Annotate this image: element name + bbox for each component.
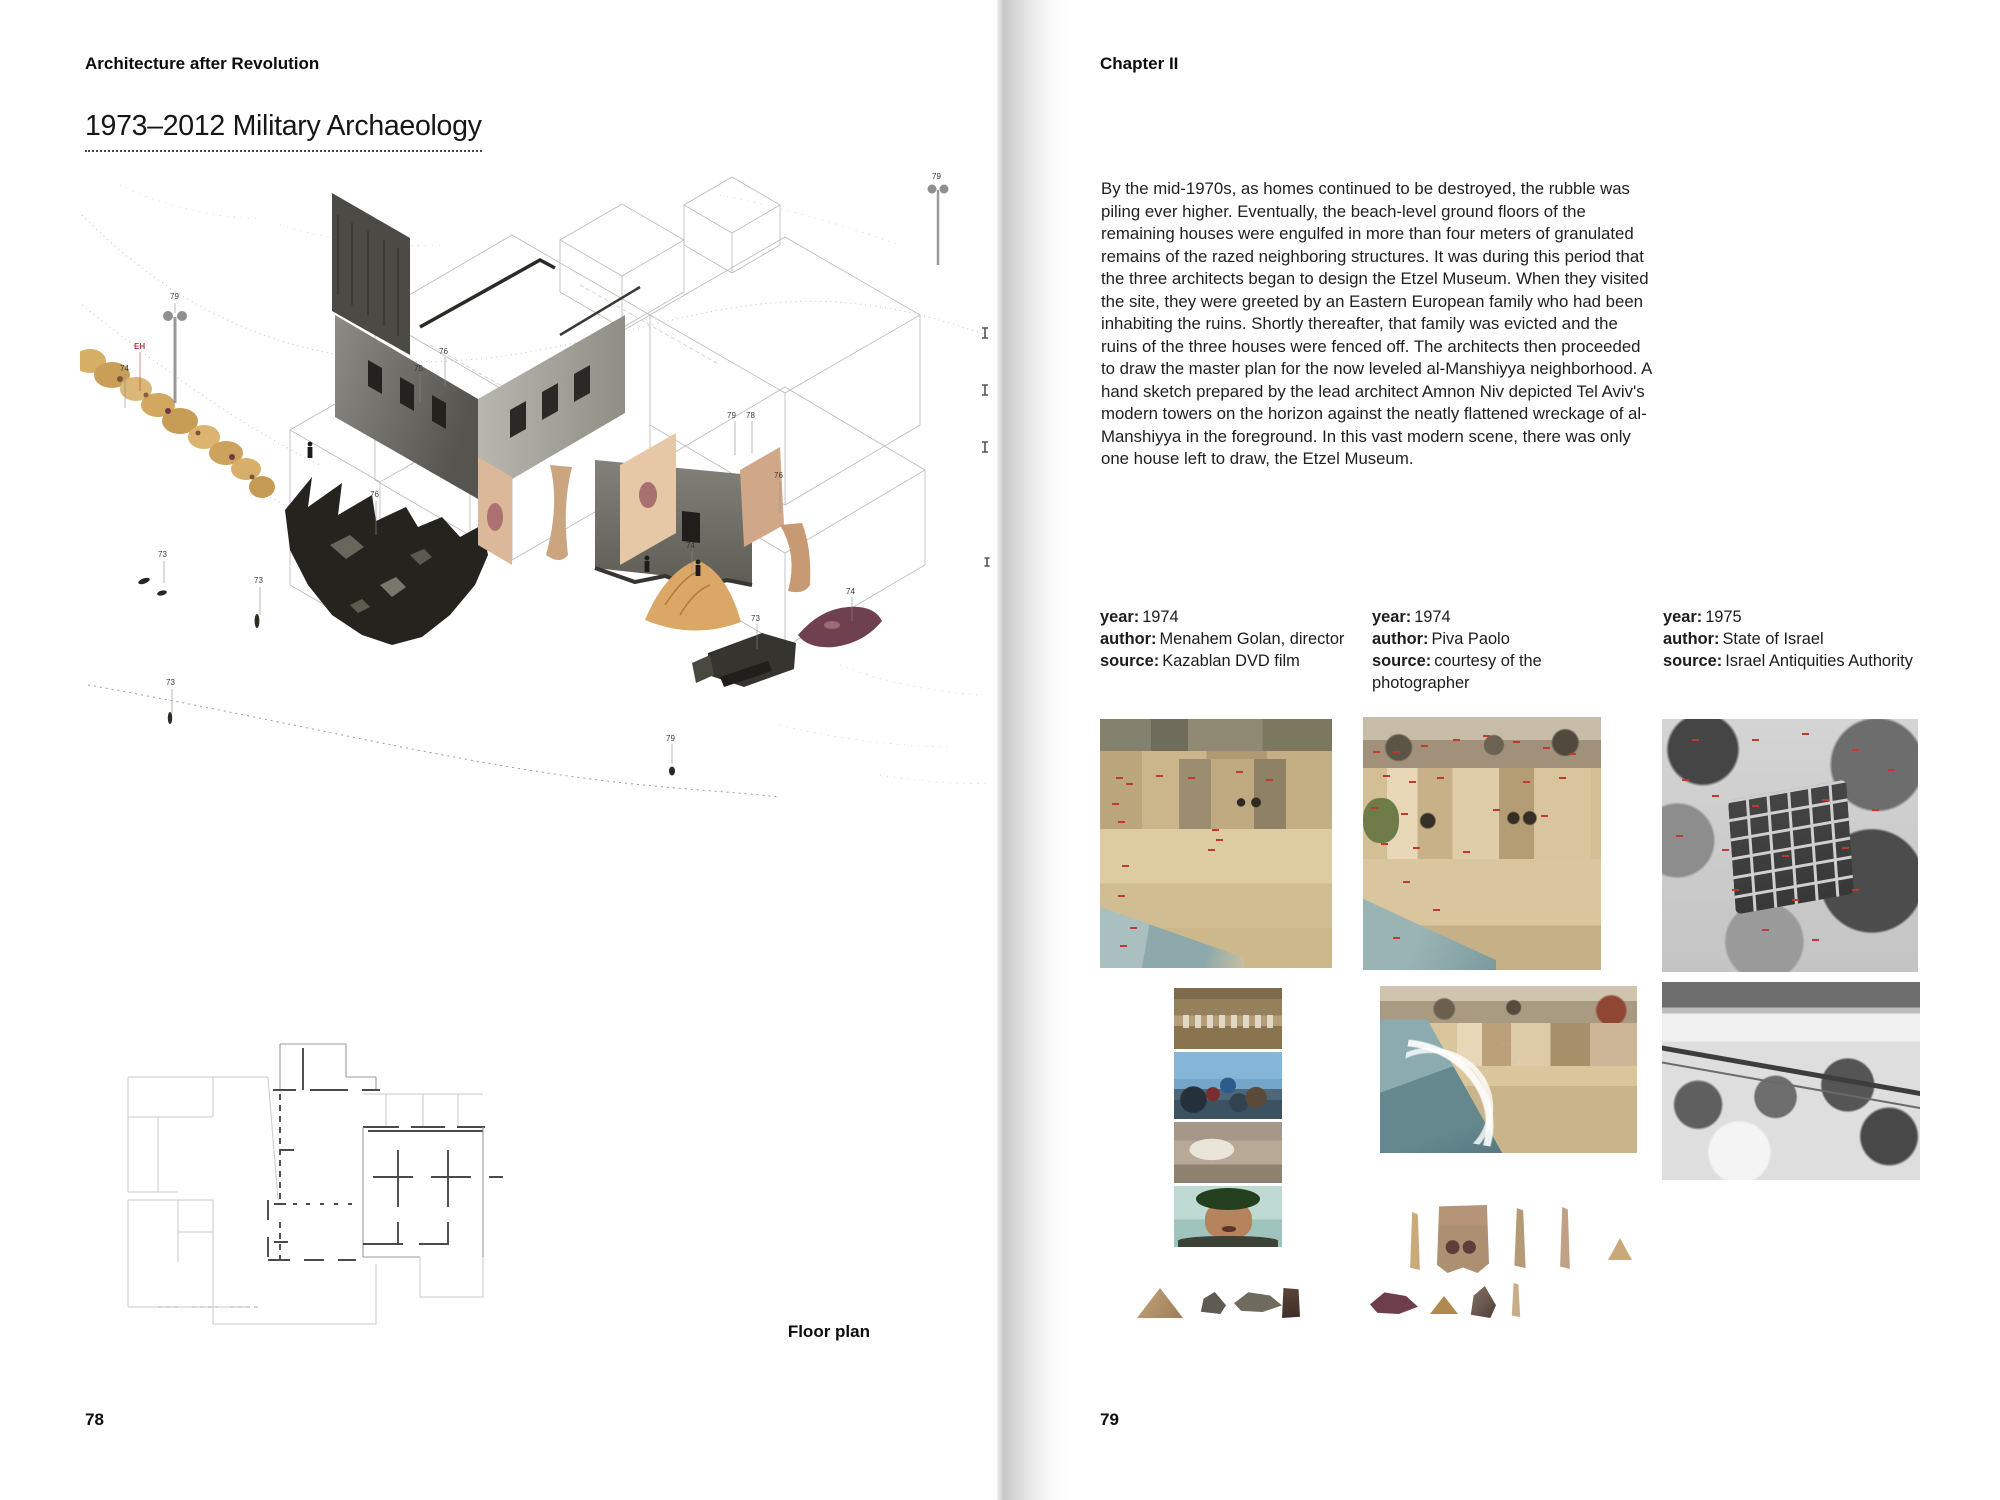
light-pole-right xyxy=(928,185,949,266)
ruin-fragment-maroon xyxy=(1370,1290,1418,1314)
film-still-man-closeup xyxy=(1174,1186,1282,1247)
ruin-fragment xyxy=(1608,1238,1632,1260)
red-annotation-marks xyxy=(1116,777,1123,779)
ruin-fragment xyxy=(1408,1212,1422,1270)
axon-label: 76 xyxy=(774,471,783,480)
film-still-ruins xyxy=(1174,988,1282,1049)
floor-plan-caption: Floor plan xyxy=(787,1322,870,1341)
axon-label: 79 xyxy=(727,411,736,420)
credit-column-1 xyxy=(1100,606,1352,672)
axon-label: 73 xyxy=(751,614,760,623)
credit-author: author: Piva Paolo xyxy=(1372,630,1510,648)
film-still-crowd xyxy=(1174,1052,1282,1119)
axon-label: 73 xyxy=(166,678,175,687)
axon-label: 79 xyxy=(666,734,675,743)
credit-year: year: 1974 xyxy=(1100,608,1179,626)
axon-label: 74 xyxy=(846,587,855,596)
photo-beach-shoreline xyxy=(1380,986,1637,1153)
ruin-fragment xyxy=(1468,1286,1496,1318)
credit-source: source: Kazablan DVD film xyxy=(1100,652,1300,670)
ruin-fragment-mound xyxy=(1137,1288,1183,1318)
photo-beach-ruins-annotated-2 xyxy=(1363,717,1601,970)
page-title: 1973–2012 Military Archaeology xyxy=(85,110,482,152)
ruin-fragment xyxy=(1510,1283,1522,1317)
ruin-fragment-rock xyxy=(1198,1292,1226,1314)
axon-label: 75 xyxy=(414,364,423,373)
ruin-fragment xyxy=(1430,1296,1458,1314)
photo-aerial-bw-annotated xyxy=(1662,719,1918,972)
axon-label: 74 xyxy=(120,364,129,373)
ruin-fragment-house xyxy=(1437,1205,1489,1273)
body-paragraph: By the mid-1970s, as homes continued to be destroyed, the rubble was piling ever higher. Eventually, the beach-level ground floors of the remaining houses were engulfed in more than four meters of granulated remains of the razed neighboring structures. It was during this period that the three architects began to design the Etzel Museum. When they visited the site, they were greeted by an Eastern European family who had been inhabiting the ruins. Shortly thereafter, that family was evicted and the ruins of the three houses were fenced off. The architects then proceeded to draw the master plan for the now leveled al-Manshiyya neighborhood. A hand sketch prepared by the lead architect Amnon Niv depicted Tel Aviv's modern towers on the horizon against the neatly flattened wreckage of al-Manshiyya in the foreground. In this vast modern scene, there was only one house left to draw, the Etzel Museum. xyxy=(1101,179,1652,468)
edge-tick-marks xyxy=(982,328,990,566)
axon-label: 73 xyxy=(158,550,167,559)
ruin-fragment xyxy=(1558,1207,1572,1269)
rubble-chain xyxy=(80,349,275,498)
red-annotation-marks xyxy=(1373,751,1380,753)
axon-label: 76 xyxy=(370,490,379,499)
axon-label: 79 xyxy=(932,172,941,181)
photo-beach-ruins-annotated-1 xyxy=(1100,719,1332,968)
photo-aerial-bw-road xyxy=(1662,982,1920,1180)
credit-author: author: Menahem Golan, director xyxy=(1100,630,1345,648)
axon-label-eh: EH xyxy=(134,342,146,351)
red-annotation-marks xyxy=(1692,739,1699,741)
film-still-rocky-terrain xyxy=(1174,1122,1282,1183)
credit-year: year: 1974 xyxy=(1372,608,1451,626)
axon-label: 79 xyxy=(170,292,179,301)
running-head-left: Architecture after Revolution xyxy=(85,54,320,73)
axon-label: 78 xyxy=(746,411,755,420)
credit-author: author: State of Israel xyxy=(1663,630,1824,648)
ruin-fragment xyxy=(1512,1208,1528,1268)
page-number-left: 78 xyxy=(85,1410,104,1429)
axon-label: 76 xyxy=(439,347,448,356)
axon-label: 74 xyxy=(686,541,695,550)
running-head-right: Chapter II xyxy=(1100,54,1179,73)
floor-plan-drawing xyxy=(118,1032,503,1337)
ruin-fragment-rock xyxy=(1234,1290,1282,1312)
ruin-fragment xyxy=(1282,1288,1300,1318)
credit-source: source: courtesy of the photographer xyxy=(1372,652,1542,692)
credit-column-2 xyxy=(1372,606,1624,694)
page-number-right: 79 xyxy=(1100,1410,1119,1429)
credit-source: source: Israel Antiquities Authority xyxy=(1663,652,1913,670)
axon-label: 73 xyxy=(254,576,263,585)
light-pole-left xyxy=(163,303,187,403)
credit-column-3 xyxy=(1663,606,1915,672)
axonometric-illustration xyxy=(80,165,1005,825)
page-gutter-shadow xyxy=(997,0,1072,1500)
credit-year: year: 1975 xyxy=(1663,608,1742,626)
